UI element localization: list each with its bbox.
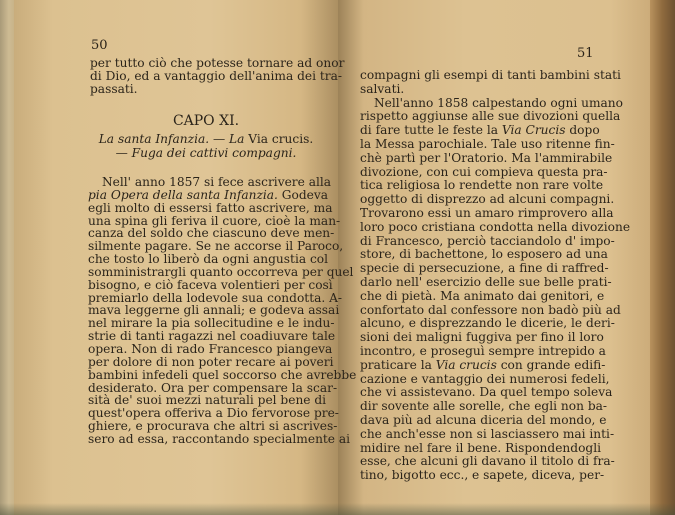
text-line bbox=[360, 343, 606, 359]
text-segment: per dolore di non poter recare ai poveri bbox=[88, 354, 334, 369]
text-segment: la Messa parochiale. Tale uso ritenne fin- bbox=[360, 136, 615, 151]
text-segment: tino, bigotto ecc., e sapete, diceva, per- bbox=[360, 468, 605, 483]
text-segment: compagni gli esempi di tanti bambini stati bbox=[360, 68, 621, 82]
text-segment: sità de' suoi mezzi naturali pel bene di bbox=[88, 393, 327, 408]
text-segment: sioni dei maligni fuggiva per fino il loro bbox=[360, 330, 604, 345]
text-line bbox=[94, 146, 318, 160]
text-segment: tica religiosa lo rendette non rare volte bbox=[360, 178, 604, 193]
text-segment: desiderato. Ora per compensare la scar- bbox=[88, 380, 338, 395]
text-segment: una spina gli feriva il cuore, cioè la man- bbox=[88, 213, 341, 228]
text-line bbox=[360, 205, 614, 221]
text-line bbox=[360, 371, 610, 387]
italic-text: Via crucis bbox=[435, 357, 497, 372]
text-segment: cazione e vantaggio dei numerosi fedeli, bbox=[360, 371, 610, 386]
text-segment: incontro, e proseguì sempre intrepido a bbox=[360, 343, 606, 358]
text-segment: dir sovente alle sorelle, che egli non ba- bbox=[360, 399, 607, 414]
text-segment: mava leggerne gli annali; e godeva assai bbox=[88, 303, 340, 318]
text-segment: per tutto ciò che potesse tornare ad onor bbox=[90, 56, 345, 70]
text-line bbox=[360, 316, 615, 331]
page-number-right: 51 bbox=[577, 46, 594, 61]
text-line bbox=[360, 178, 604, 193]
text-segment: silmente pagare. Se ne accorse il Paroco, bbox=[88, 239, 344, 254]
text-segment: salvati. bbox=[360, 81, 405, 96]
text-line bbox=[360, 274, 612, 290]
text-segment: store, di bachettone, lo esposero ad una bbox=[360, 247, 608, 262]
text-segment: sero ad essa, raccontando specialmente ai bbox=[88, 431, 351, 446]
text-segment: di fare tutte le feste la bbox=[360, 123, 502, 138]
chapter-title: CAPO XI. bbox=[172, 113, 240, 129]
text-line bbox=[360, 288, 605, 304]
book-edge-right bbox=[650, 0, 675, 515]
italic-text: La santa Infanzia. — La bbox=[98, 132, 249, 146]
text-line bbox=[360, 192, 615, 207]
text-segment: dopo bbox=[565, 123, 600, 138]
text-line bbox=[94, 132, 318, 146]
text-segment: strie di tanti ragazzi nel coadiuvare tale bbox=[88, 329, 336, 344]
text-segment: che tosto lo liberò da ogni angustia col bbox=[88, 252, 329, 267]
text-segment: oggetto di disprezzo ad alcuni compagni. bbox=[360, 192, 615, 207]
text-line bbox=[360, 385, 613, 400]
text-segment: canza del soldo che ciascuno deve men- bbox=[88, 226, 335, 241]
text-line bbox=[360, 95, 623, 111]
text-line bbox=[360, 357, 606, 373]
text-segment: Via crucis. bbox=[248, 132, 314, 146]
text-line bbox=[360, 426, 615, 442]
text-segment: alcuno, e disprezzando le dicerie, le deri- bbox=[360, 316, 615, 331]
text-line bbox=[360, 68, 621, 83]
text-segment: loro poco cristiana condotta nella divozione bbox=[360, 219, 631, 234]
left-intro-text bbox=[90, 56, 345, 96]
text-segment: midire nel fare il bene. Rispondendogli bbox=[360, 440, 602, 455]
text-line bbox=[360, 219, 631, 235]
text-line bbox=[360, 440, 602, 456]
text-segment: che vi assistevano. Da quel tempo soleva bbox=[360, 385, 613, 400]
text-segment: con grande edifi- bbox=[496, 357, 606, 372]
text-segment: Nell'anno 1858 calpestando ogni umano bbox=[374, 95, 623, 110]
text-segment: darlo nell' esercizio delle sue belle prati- bbox=[360, 274, 612, 289]
text-segment: di Dio, ed a vantaggio dell'anima dei tra- bbox=[90, 69, 342, 83]
text-segment: dava più ad alcuna diceria del mondo, e bbox=[360, 412, 607, 427]
text-segment: che di pietà. Ma animato dai genitori, e bbox=[360, 288, 605, 303]
text-segment: Nell' anno 1857 si fece ascrivere alla bbox=[102, 175, 332, 189]
text-line bbox=[360, 261, 609, 276]
text-line bbox=[88, 431, 351, 446]
text-segment: chè partì per l'Oratorio. Ma l'ammirabile bbox=[360, 150, 613, 165]
text-segment: che anch'esse non si lasciassero mai inti- bbox=[360, 426, 615, 441]
text-segment: specie di persecuzione, a fine di raffred- bbox=[360, 261, 609, 276]
text-line bbox=[360, 412, 607, 428]
text-line bbox=[360, 330, 604, 345]
text-segment: bisogno, e ciò faceva volentieri per così bbox=[88, 277, 333, 292]
text-segment: divozione, con cui compieva questa pra- bbox=[360, 164, 608, 179]
italic-text: Via Crucis bbox=[501, 123, 566, 138]
text-line bbox=[360, 136, 615, 152]
page-number-left: 50 bbox=[91, 38, 108, 53]
text-segment: premiarlo della lodevole sua condotta. A- bbox=[88, 290, 343, 305]
text-line bbox=[360, 302, 621, 318]
text-segment: praticare la bbox=[360, 357, 436, 372]
text-segment: opera. Non di rado Francesco piangeva bbox=[88, 341, 333, 356]
text-line bbox=[360, 233, 615, 249]
text-line bbox=[360, 454, 615, 469]
text-segment: bambini infedeli quel soccorso che avrebbe bbox=[88, 367, 357, 382]
text-segment: nel mirare la pia sollecitudine e le indu- bbox=[88, 316, 335, 331]
text-segment: egli molto di essersi fatto ascrivere, ma bbox=[88, 200, 333, 215]
text-line bbox=[360, 109, 621, 124]
text-line bbox=[360, 83, 598, 97]
text-segment: Godeva bbox=[277, 187, 329, 202]
text-line bbox=[90, 83, 322, 96]
text-line bbox=[360, 399, 607, 414]
photo-bottom-shadow bbox=[0, 503, 675, 515]
chapter-subtitle bbox=[94, 132, 318, 160]
text-line bbox=[360, 164, 608, 180]
text-segment: confortato dal confessore non badò più ad bbox=[360, 302, 621, 317]
italic-text: — Fuga dei cattivi compagni. bbox=[115, 146, 297, 160]
text-segment: di Francesco, perciò tacciandolo d' impo- bbox=[360, 233, 615, 248]
text-line bbox=[360, 468, 605, 483]
text-line bbox=[360, 124, 598, 138]
text-line bbox=[360, 247, 608, 262]
text-segment: ghiere, e procurava che altri si ascrives- bbox=[88, 419, 338, 434]
text-segment: rispetto aggiunse alle sue divozioni quella bbox=[360, 109, 621, 124]
text-segment: quest'opera offeriva a Dio fervorose pre- bbox=[88, 406, 339, 421]
left-body-text bbox=[88, 175, 357, 446]
text-line bbox=[360, 150, 613, 166]
text-segment: Trovarono essi un amaro rimprovero alla bbox=[360, 205, 614, 220]
italic-text: pia Opera della santa Infanzia. bbox=[88, 187, 278, 202]
text-segment: passati. bbox=[90, 82, 138, 96]
text-segment: somministrargli quanto occorreva per quel bbox=[88, 264, 354, 279]
right-body-text bbox=[360, 68, 631, 483]
text-segment: esse, che alcuni gli davano il titolo di fra- bbox=[360, 454, 615, 469]
